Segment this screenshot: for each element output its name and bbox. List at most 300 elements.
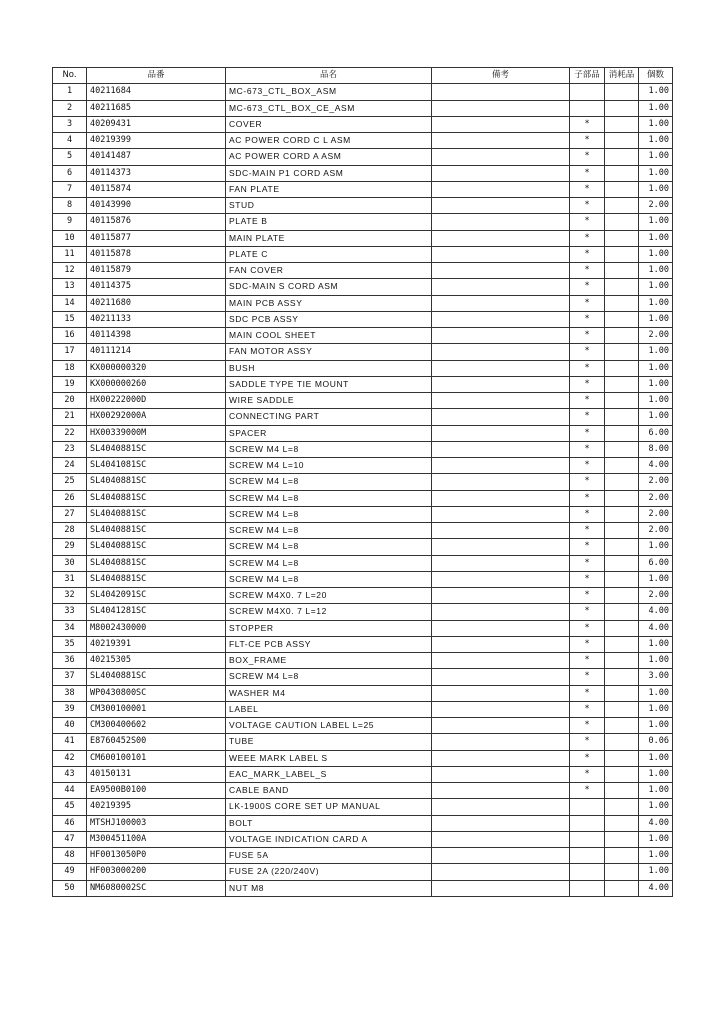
remarks-cell [432, 848, 570, 864]
quantity-cell: 1.00 [639, 100, 673, 116]
row-no-cell: 30 [53, 555, 87, 571]
consumable-mark-cell [605, 116, 639, 132]
table-row [53, 539, 673, 555]
part-name-cell: STUD [226, 198, 432, 214]
parts-list-sheet [52, 67, 673, 897]
sub-part-mark-cell: * [570, 116, 605, 132]
part-number-cell: 40141487 [87, 149, 226, 165]
quantity-cell: 4.00 [639, 620, 673, 636]
sub-part-mark-cell: * [570, 149, 605, 165]
quantity-cell: 1.00 [639, 783, 673, 799]
row-no-cell: 40 [53, 718, 87, 734]
part-name-cell: BUSH [226, 360, 432, 376]
table-row [53, 718, 673, 734]
row-no-cell: 29 [53, 539, 87, 555]
part-name-cell: MAIN COOL SHEET [226, 328, 432, 344]
consumable-mark-cell [605, 571, 639, 587]
sub-part-mark-cell: * [570, 783, 605, 799]
part-name-cell: PLATE B [226, 214, 432, 230]
sub-part-mark-cell [570, 815, 605, 831]
row-no-cell: 28 [53, 523, 87, 539]
consumable-mark-cell [605, 165, 639, 181]
part-number-cell: 40143990 [87, 198, 226, 214]
part-number-cell: SL4040881SC [87, 474, 226, 490]
table-row [53, 669, 673, 685]
table-row [53, 376, 673, 392]
part-name-cell: SDC PCB ASSY [226, 311, 432, 327]
sub-part-mark-cell: * [570, 295, 605, 311]
remarks-cell [432, 344, 570, 360]
row-no-cell: 24 [53, 458, 87, 474]
part-name-cell: SCREW M4 L=8 [226, 555, 432, 571]
table-row [53, 246, 673, 262]
sub-part-mark-cell: * [570, 653, 605, 669]
parts-table [52, 67, 673, 897]
table-row [53, 441, 673, 457]
remarks-cell [432, 539, 570, 555]
sub-part-mark-cell: * [570, 458, 605, 474]
remarks-cell [432, 604, 570, 620]
row-no-cell: 32 [53, 588, 87, 604]
consumable-mark-cell [605, 393, 639, 409]
table-row [53, 523, 673, 539]
quantity-cell: 2.00 [639, 328, 673, 344]
part-name-cell: EAC_MARK_LABEL_S [226, 766, 432, 782]
consumable-mark-cell [605, 376, 639, 392]
consumable-mark-cell [605, 360, 639, 376]
remarks-cell [432, 311, 570, 327]
part-name-cell: SCREW M4 L=8 [226, 539, 432, 555]
remarks-cell [432, 799, 570, 815]
part-name-cell: SDC-MAIN S CORD ASM [226, 279, 432, 295]
table-row [53, 214, 673, 230]
part-number-cell: CM300100001 [87, 701, 226, 717]
consumable-mark-cell [605, 458, 639, 474]
part-number-cell: SL4041281SC [87, 604, 226, 620]
consumable-mark-cell [605, 880, 639, 896]
header-name: 品名 [226, 68, 432, 84]
table-row [53, 360, 673, 376]
part-name-cell: SCREW M4 L=10 [226, 458, 432, 474]
remarks-cell [432, 328, 570, 344]
table-row [53, 636, 673, 652]
part-name-cell: LK-1900S CORE SET UP MANUAL [226, 799, 432, 815]
table-row [53, 458, 673, 474]
remarks-cell [432, 425, 570, 441]
header-remarks: 備考 [432, 68, 570, 84]
part-name-cell: AC POWER CORD C L ASM [226, 133, 432, 149]
table-row [53, 864, 673, 880]
remarks-cell [432, 571, 570, 587]
part-name-cell: FUSE 5A [226, 848, 432, 864]
sub-part-mark-cell: * [570, 701, 605, 717]
remarks-cell [432, 198, 570, 214]
table-row [53, 198, 673, 214]
quantity-cell: 1.00 [639, 571, 673, 587]
quantity-cell: 1.00 [639, 344, 673, 360]
part-name-cell: CONNECTING PART [226, 409, 432, 425]
quantity-cell: 6.00 [639, 425, 673, 441]
consumable-mark-cell [605, 409, 639, 425]
consumable-mark-cell [605, 604, 639, 620]
quantity-cell: 1.00 [639, 376, 673, 392]
table-row [53, 84, 673, 100]
part-name-cell: MC-673_CTL_BOX_ASM [226, 84, 432, 100]
sub-part-mark-cell: * [570, 328, 605, 344]
part-number-cell: SL4040881SC [87, 539, 226, 555]
quantity-cell: 1.00 [639, 84, 673, 100]
remarks-cell [432, 636, 570, 652]
part-name-cell: SCREW M4 L=8 [226, 441, 432, 457]
part-number-cell: 40115878 [87, 246, 226, 262]
remarks-cell [432, 490, 570, 506]
remarks-cell [432, 750, 570, 766]
consumable-mark-cell [605, 198, 639, 214]
consumable-mark-cell [605, 506, 639, 522]
part-number-cell: SL4040881SC [87, 506, 226, 522]
consumable-mark-cell [605, 669, 639, 685]
quantity-cell: 2.00 [639, 490, 673, 506]
consumable-mark-cell [605, 441, 639, 457]
remarks-cell [432, 718, 570, 734]
row-no-cell: 46 [53, 815, 87, 831]
remarks-cell [432, 701, 570, 717]
quantity-cell: 2.00 [639, 198, 673, 214]
quantity-cell: 1.00 [639, 831, 673, 847]
sub-part-mark-cell: * [570, 441, 605, 457]
sub-part-mark-cell: * [570, 490, 605, 506]
quantity-cell: 1.00 [639, 409, 673, 425]
row-no-cell: 33 [53, 604, 87, 620]
remarks-cell [432, 653, 570, 669]
part-name-cell: FAN MOTOR ASSY [226, 344, 432, 360]
remarks-cell [432, 880, 570, 896]
table-row [53, 409, 673, 425]
row-no-cell: 37 [53, 669, 87, 685]
header-sub-parts: 子部品 [570, 68, 605, 84]
remarks-cell [432, 864, 570, 880]
row-no-cell: 48 [53, 848, 87, 864]
part-number-cell: 40114375 [87, 279, 226, 295]
part-name-cell: VOLTAGE CAUTION LABEL L=25 [226, 718, 432, 734]
part-name-cell: SCREW M4 L=8 [226, 669, 432, 685]
consumable-mark-cell [605, 490, 639, 506]
table-row [53, 116, 673, 132]
row-no-cell: 31 [53, 571, 87, 587]
part-name-cell: BOLT [226, 815, 432, 831]
part-number-cell: WP0430800SC [87, 685, 226, 701]
row-no-cell: 2 [53, 100, 87, 116]
remarks-cell [432, 620, 570, 636]
table-row [53, 263, 673, 279]
table-row [53, 393, 673, 409]
table-row [53, 133, 673, 149]
consumable-mark-cell [605, 701, 639, 717]
part-number-cell: 40219391 [87, 636, 226, 652]
row-no-cell: 10 [53, 230, 87, 246]
table-row [53, 766, 673, 782]
header-row [53, 68, 673, 84]
part-number-cell: 40115879 [87, 263, 226, 279]
consumable-mark-cell [605, 783, 639, 799]
part-number-cell: SL4041081SC [87, 458, 226, 474]
consumable-mark-cell [605, 588, 639, 604]
remarks-cell [432, 783, 570, 799]
row-no-cell: 49 [53, 864, 87, 880]
row-no-cell: 16 [53, 328, 87, 344]
remarks-cell [432, 214, 570, 230]
consumable-mark-cell [605, 685, 639, 701]
part-name-cell: FAN PLATE [226, 181, 432, 197]
table-row [53, 783, 673, 799]
part-name-cell: SCREW M4 L=8 [226, 490, 432, 506]
consumable-mark-cell [605, 214, 639, 230]
sub-part-mark-cell: * [570, 718, 605, 734]
sub-part-mark-cell [570, 84, 605, 100]
row-no-cell: 45 [53, 799, 87, 815]
part-number-cell: 40219399 [87, 133, 226, 149]
part-name-cell: PLATE C [226, 246, 432, 262]
sub-part-mark-cell: * [570, 734, 605, 750]
row-no-cell: 5 [53, 149, 87, 165]
part-number-cell: 40114373 [87, 165, 226, 181]
sub-part-mark-cell: * [570, 344, 605, 360]
row-no-cell: 17 [53, 344, 87, 360]
sub-part-mark-cell: * [570, 165, 605, 181]
part-number-cell: KX000000260 [87, 376, 226, 392]
part-number-cell: M8002430000 [87, 620, 226, 636]
sub-part-mark-cell: * [570, 604, 605, 620]
part-number-cell: CM300400602 [87, 718, 226, 734]
part-number-cell: 40211684 [87, 84, 226, 100]
consumable-mark-cell [605, 555, 639, 571]
consumable-mark-cell [605, 181, 639, 197]
part-name-cell: STOPPER [226, 620, 432, 636]
row-no-cell: 8 [53, 198, 87, 214]
table-row [53, 555, 673, 571]
remarks-cell [432, 474, 570, 490]
remarks-cell [432, 766, 570, 782]
quantity-cell: 1.00 [639, 263, 673, 279]
quantity-cell: 1.00 [639, 653, 673, 669]
remarks-cell [432, 181, 570, 197]
part-number-cell: E8760452S00 [87, 734, 226, 750]
row-no-cell: 22 [53, 425, 87, 441]
quantity-cell: 1.00 [639, 165, 673, 181]
table-row [53, 425, 673, 441]
quantity-cell: 1.00 [639, 246, 673, 262]
sub-part-mark-cell: * [570, 409, 605, 425]
row-no-cell: 23 [53, 441, 87, 457]
part-name-cell: FUSE 2A (220/240V) [226, 864, 432, 880]
part-number-cell: 40114398 [87, 328, 226, 344]
table-row [53, 815, 673, 831]
header-consumable: 消耗品 [605, 68, 639, 84]
consumable-mark-cell [605, 279, 639, 295]
remarks-cell [432, 100, 570, 116]
table-row [53, 653, 673, 669]
row-no-cell: 11 [53, 246, 87, 262]
part-number-cell: HF0013050P0 [87, 848, 226, 864]
remarks-cell [432, 263, 570, 279]
quantity-cell: 1.00 [639, 133, 673, 149]
part-number-cell: 40211685 [87, 100, 226, 116]
quantity-cell: 1.00 [639, 636, 673, 652]
quantity-cell: 2.00 [639, 474, 673, 490]
quantity-cell: 1.00 [639, 311, 673, 327]
part-number-cell: EA9500B0100 [87, 783, 226, 799]
part-number-cell: NM6080002SC [87, 880, 226, 896]
quantity-cell: 3.00 [639, 669, 673, 685]
table-row [53, 100, 673, 116]
table-row [53, 506, 673, 522]
quantity-cell: 1.00 [639, 799, 673, 815]
consumable-mark-cell [605, 100, 639, 116]
sub-part-mark-cell: * [570, 588, 605, 604]
row-no-cell: 36 [53, 653, 87, 669]
row-no-cell: 15 [53, 311, 87, 327]
part-number-cell: 40219395 [87, 799, 226, 815]
part-number-cell: 40111214 [87, 344, 226, 360]
sub-part-mark-cell: * [570, 766, 605, 782]
consumable-mark-cell [605, 750, 639, 766]
consumable-mark-cell [605, 311, 639, 327]
table-row [53, 165, 673, 181]
sub-part-mark-cell: * [570, 360, 605, 376]
consumable-mark-cell [605, 328, 639, 344]
part-number-cell: 40150131 [87, 766, 226, 782]
table-row [53, 848, 673, 864]
sub-part-mark-cell [570, 880, 605, 896]
consumable-mark-cell [605, 718, 639, 734]
sub-part-mark-cell: * [570, 246, 605, 262]
part-name-cell: COVER [226, 116, 432, 132]
part-name-cell: VOLTAGE INDICATION CARD A [226, 831, 432, 847]
sub-part-mark-cell [570, 100, 605, 116]
row-no-cell: 14 [53, 295, 87, 311]
row-no-cell: 47 [53, 831, 87, 847]
sub-part-mark-cell [570, 799, 605, 815]
sub-part-mark-cell: * [570, 133, 605, 149]
quantity-cell: 8.00 [639, 441, 673, 457]
sub-part-mark-cell: * [570, 636, 605, 652]
row-no-cell: 4 [53, 133, 87, 149]
remarks-cell [432, 458, 570, 474]
part-name-cell: LABEL [226, 701, 432, 717]
consumable-mark-cell [605, 295, 639, 311]
row-no-cell: 38 [53, 685, 87, 701]
remarks-cell [432, 360, 570, 376]
table-row [53, 230, 673, 246]
sub-part-mark-cell: * [570, 279, 605, 295]
part-number-cell: SL4042091SC [87, 588, 226, 604]
part-number-cell: 40215305 [87, 653, 226, 669]
part-number-cell: MTSHJ100003 [87, 815, 226, 831]
part-name-cell: WIRE SADDLE [226, 393, 432, 409]
remarks-cell [432, 734, 570, 750]
table-row [53, 685, 673, 701]
table-row [53, 149, 673, 165]
quantity-cell: 1.00 [639, 360, 673, 376]
consumable-mark-cell [605, 246, 639, 262]
sub-part-mark-cell: * [570, 263, 605, 279]
table-row [53, 474, 673, 490]
part-number-cell: HX00339000M [87, 425, 226, 441]
row-no-cell: 12 [53, 263, 87, 279]
part-name-cell: NUT M8 [226, 880, 432, 896]
sub-part-mark-cell: * [570, 750, 605, 766]
row-no-cell: 41 [53, 734, 87, 750]
remarks-cell [432, 831, 570, 847]
part-number-cell: 40115874 [87, 181, 226, 197]
row-no-cell: 9 [53, 214, 87, 230]
remarks-cell [432, 588, 570, 604]
remarks-cell [432, 116, 570, 132]
consumable-mark-cell [605, 848, 639, 864]
consumable-mark-cell [605, 474, 639, 490]
part-name-cell: MC-673_CTL_BOX_CE_ASM [226, 100, 432, 116]
header-no: No. [53, 68, 87, 84]
part-number-cell: SL4040881SC [87, 669, 226, 685]
part-number-cell: CM600100101 [87, 750, 226, 766]
row-no-cell: 42 [53, 750, 87, 766]
quantity-cell: 2.00 [639, 506, 673, 522]
quantity-cell: 1.00 [639, 718, 673, 734]
remarks-cell [432, 230, 570, 246]
remarks-cell [432, 133, 570, 149]
quantity-cell: 1.00 [639, 279, 673, 295]
row-no-cell: 18 [53, 360, 87, 376]
quantity-cell: 1.00 [639, 393, 673, 409]
remarks-cell [432, 165, 570, 181]
sub-part-mark-cell: * [570, 376, 605, 392]
remarks-cell [432, 246, 570, 262]
quantity-cell: 1.00 [639, 181, 673, 197]
table-row [53, 588, 673, 604]
table-row [53, 571, 673, 587]
consumable-mark-cell [605, 539, 639, 555]
quantity-cell: 1.00 [639, 116, 673, 132]
part-name-cell: SCREW M4 L=8 [226, 523, 432, 539]
part-number-cell: 40211133 [87, 311, 226, 327]
part-number-cell: 40211680 [87, 295, 226, 311]
remarks-cell [432, 295, 570, 311]
row-no-cell: 3 [53, 116, 87, 132]
sub-part-mark-cell: * [570, 393, 605, 409]
part-name-cell: WEEE MARK LABEL S [226, 750, 432, 766]
part-number-cell: SL4040881SC [87, 571, 226, 587]
sub-part-mark-cell: * [570, 539, 605, 555]
row-no-cell: 1 [53, 84, 87, 100]
part-number-cell: KX000000320 [87, 360, 226, 376]
part-name-cell: MAIN PLATE [226, 230, 432, 246]
row-no-cell: 20 [53, 393, 87, 409]
sub-part-mark-cell [570, 864, 605, 880]
sub-part-mark-cell: * [570, 230, 605, 246]
quantity-cell: 1.00 [639, 539, 673, 555]
row-no-cell: 13 [53, 279, 87, 295]
part-name-cell: SCREW M4 L=8 [226, 571, 432, 587]
row-no-cell: 6 [53, 165, 87, 181]
remarks-cell [432, 441, 570, 457]
table-row [53, 344, 673, 360]
table-row [53, 311, 673, 327]
table-row [53, 880, 673, 896]
part-number-cell: HX00292000A [87, 409, 226, 425]
consumable-mark-cell [605, 523, 639, 539]
part-name-cell: SCREW M4X0. 7 L=12 [226, 604, 432, 620]
table-row [53, 181, 673, 197]
